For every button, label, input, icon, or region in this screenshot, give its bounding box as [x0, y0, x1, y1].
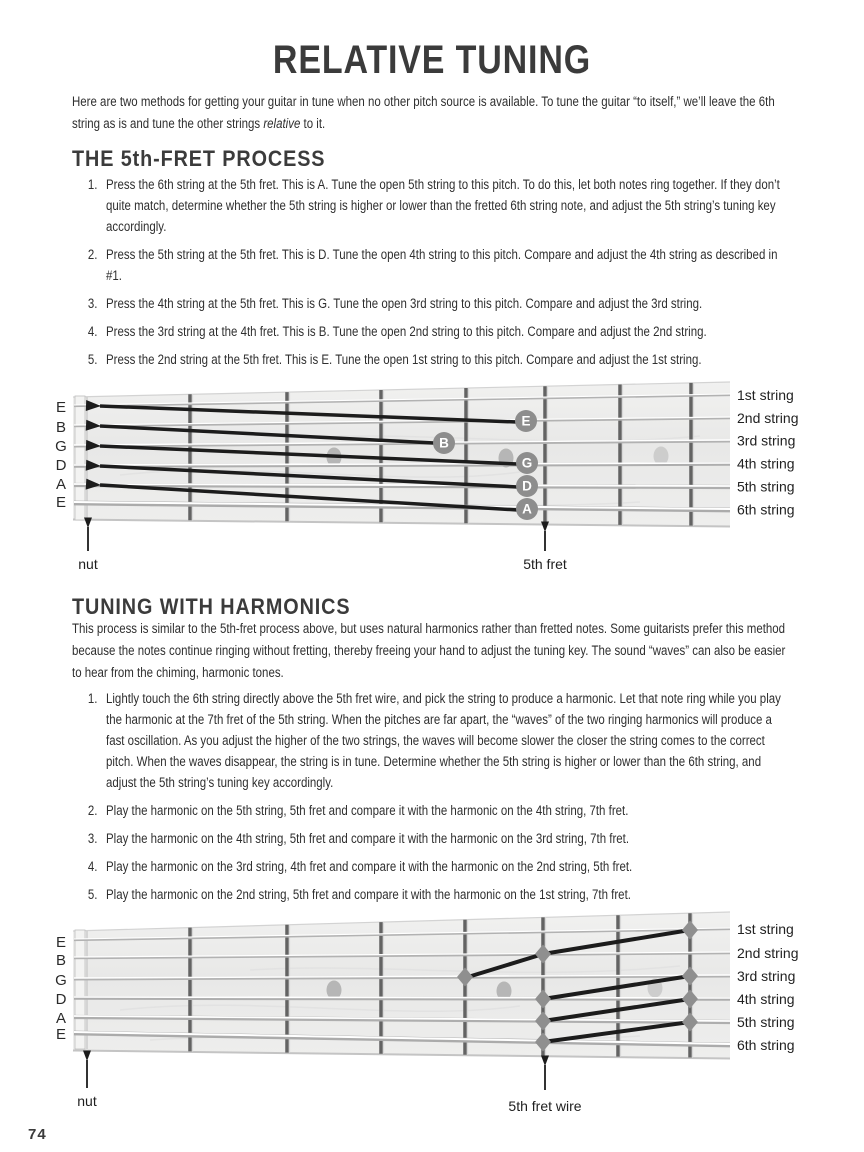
string-note-label: D: [55, 991, 67, 1008]
string-note-label: E: [55, 1026, 67, 1043]
harmonics-paragraph: This process is similar to the 5th-fret process above, but uses natural harmonics rather than fretted notes. Some guitarists prefer this method because the notes continue ringing without fretting, thereby freeing your hand to adjust the tuning key. The sound “waves” can also be easier to hear from the chiming, harmonic tones.: [72, 621, 786, 680]
page-number: 74: [28, 1126, 47, 1143]
note-circle-G-label: G: [521, 455, 533, 471]
fret-wire-caption: 5th fret wire: [508, 1098, 582, 1114]
item-text: Lightly touch the 6th string directly above the 5th fret wire, and pick the string to produce a harmonic. Let that note ring while you play the harmonic at the 7th fret of the 5th string. When the pitches are far apart, the “waves” of the two ringing harmonics will produce a fast oscillation. As you adjust the higher of the two strings, the waves will become slower the closer the string comes to the correct pitch. When the waves disappear, the string is in tune. Determine whether the 5th string is higher or lower than the 6th string, and adjust the 5th string’s tuning key accordingly.: [106, 691, 781, 790]
string-number-labels: [737, 921, 798, 1053]
string-number-label: 3rd string: [737, 432, 796, 449]
string-number-label: 3rd string: [737, 968, 796, 984]
list-item: [72, 828, 791, 849]
string-note-label: E: [55, 494, 67, 511]
string-number-label: 4th string: [737, 455, 795, 472]
intro-italic-word: relative: [263, 116, 301, 131]
nut-caption: nut: [77, 1093, 97, 1109]
page-title: RELATIVE TUNING: [272, 38, 592, 82]
harmonics-steps-list: [72, 688, 791, 912]
list-item: [72, 293, 791, 314]
string-number-label: 5th string: [737, 1014, 795, 1030]
string-number-label: 6th string: [737, 501, 795, 518]
string-number-label: 5th string: [737, 478, 795, 495]
string-number-label: 2nd string: [737, 410, 799, 426]
item-text: Press the 3rd string at the 4th fret. This is B. Tune the open 2nd string to this pitch. Compare and adjust the 2nd string.: [106, 324, 707, 339]
string-note-label: E: [55, 399, 67, 416]
note-circle-E-label: E: [521, 413, 531, 429]
note-circle-B-label: B: [439, 435, 449, 451]
item-text: Play the harmonic on the 2nd string, 5th fret and compare it with the harmonic on the 1st string, 7th fret.: [106, 887, 631, 902]
fretboard-diagram-5th-fret: [0, 380, 864, 575]
string-number-label: 1st string: [737, 387, 794, 403]
string-number-label: 6th string: [737, 1037, 795, 1053]
note-circle-A-label: A: [522, 501, 532, 517]
fretboard-diagram-harmonics: [0, 900, 864, 1125]
item-number: 3.: [87, 296, 98, 311]
item-number: 4.: [87, 859, 98, 874]
string-number-label: 1st string: [737, 921, 794, 937]
string-note-label: G: [55, 438, 67, 455]
string-number-label: 4th string: [737, 991, 795, 1007]
list-item: [72, 856, 791, 877]
item-number: 5.: [87, 887, 98, 902]
list-item: [72, 244, 791, 286]
list-item: [72, 174, 791, 237]
open-string-labels: [55, 934, 67, 1043]
item-text: Press the 5th string at the 5th fret. This is D. Tune the open 4th string to this pitch. Compare and adjust the 4th string as described in #1.: [106, 247, 778, 283]
string-note-label: B: [55, 419, 67, 436]
item-text: Press the 2nd string at the 5th fret. This is E. Tune the open 1st string to this pitch. Compare and adjust the 1st string.: [106, 352, 702, 367]
item-text: Press the 6th string at the 5th fret. This is A. Tune the open 5th string to this pitch. To do this, let both notes ring together. If they don’t quite match, determine whether the 5th string is higher or lower than the fretted 6th string note, and adjust the 5th string’s tuning key accordingly.: [106, 177, 780, 234]
item-number: 5.: [87, 352, 98, 367]
item-text: Play the harmonic on the 5th string, 5th fret and compare it with the harmonic on the 4th string, 7th fret.: [106, 803, 629, 818]
string-number-label: 2nd string: [737, 945, 799, 961]
item-number: 2.: [87, 803, 98, 818]
intro-text-end: to it.: [300, 116, 326, 131]
item-number: 2.: [87, 247, 98, 262]
string-number-labels: [737, 387, 798, 518]
item-text: Press the 4th string at the 5th fret. This is G. Tune the open 3rd string to this pitch. Compare and adjust the 3rd string.: [106, 296, 703, 311]
string-note-label: D: [55, 457, 67, 474]
string-note-label: G: [55, 972, 67, 989]
string-note-label: E: [55, 934, 67, 951]
list-item: [72, 349, 791, 370]
section-heading-5th-fret: THE 5th-FRET PROCESS: [72, 146, 326, 171]
fret-caption: 5th fret: [523, 556, 567, 572]
nut-caption: nut: [78, 556, 98, 572]
intro-text: Here are two methods for getting your guitar in tune when no other pitch source is available. To tune the guitar “to itself,” we’ll leave the 6th string as is and tune the other strings: [72, 94, 775, 131]
item-number: 3.: [87, 831, 98, 846]
open-string-labels: [55, 399, 67, 511]
list-item: [72, 800, 791, 821]
string-note-label: A: [55, 1010, 67, 1027]
intro-paragraph: [72, 91, 793, 135]
fretboard-photo: [73, 382, 730, 527]
string-note-label: B: [55, 952, 67, 969]
section-heading-harmonics: TUNING WITH HARMONICS: [72, 594, 351, 619]
string-note-label: A: [55, 476, 67, 493]
fifth-fret-steps-list: [72, 174, 791, 377]
item-number: 1.: [87, 691, 98, 706]
note-circle-D-label: D: [522, 478, 532, 494]
list-item: [72, 321, 791, 342]
item-text: Play the harmonic on the 3rd string, 4th fret and compare it with the harmonic on the 2nd string, 5th fret.: [106, 859, 633, 874]
list-item: [72, 688, 791, 793]
item-number: 4.: [87, 324, 98, 339]
item-number: 1.: [87, 177, 98, 192]
item-text: Play the harmonic on the 4th string, 5th fret and compare it with the harmonic on the 3rd string, 7th fret.: [106, 831, 630, 846]
